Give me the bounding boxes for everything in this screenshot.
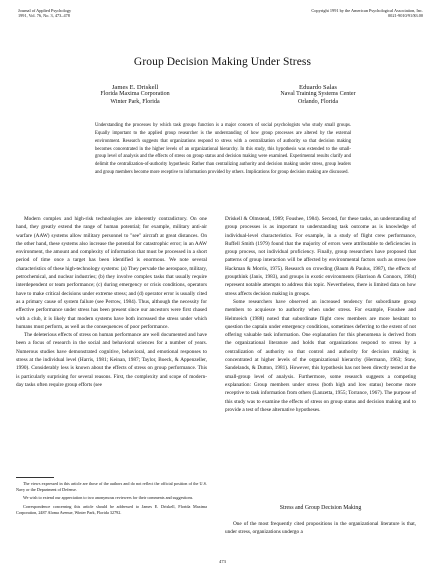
section-heading: Stress and Group Decision Making (279, 505, 362, 511)
abstract: Understanding the processes by which task groups function is a major concern of social psychologists who study small groups. Equally important to the applied group researcher is the understanding of how group processes are altered by the external environment. Research suggests that organizations respond to stress with a centralization of authority so that decision making becomes concentrated in the higher levels of an organizational hierarchy. In this study, this hypothesis was extended to the small-group level of analysis and the effects of stress on group status and decision making were examined. Experimental results clarify and delimit the centralization-of-authority hypothesis: Rather than centralizing authority and decision making under stress, group leaders and group members become more receptive to information provided by others. Implications for group decision making are discussed. (95, 123, 351, 176)
copyright-line: Copyright 1991 by the American Psychological Association, Inc. (311, 8, 423, 13)
journal-name: Journal of Applied Psychology (18, 8, 72, 13)
copyright-notice (311, 8, 423, 19)
author-block-1 (70, 84, 200, 106)
paragraph: One of the most frequently cited propositions in the organizational literature is that, under stress, organizations undergo a (225, 521, 416, 536)
author-name: James E. Driskell (111, 84, 159, 91)
author-location: Winter Park, Florida (110, 98, 160, 105)
paragraph: Some researchers have observed an increased tendency for subordinate group members to acquiesce to authority when under stress. For example, Foushee and Helmreich (1988) noted that subordinate flight crew members are more hesitant to question the captain under emergency conditions, sometimes deferring to the extent of not offering valuable task information. One explanation for this phenomena is derived from the organizational literature and holds that organizations respond to stress by a centralization of authority so that control and authority for decision making is concentrated at higher levels of the organizational hierarchy (Hermann, 1963; Staw, Sandelands, & Dutton, 1981). However, this hypothesis has not been directly tested at the small-group level of analysis. Furthermore, some research suggests a competing explanation: Group members under stress (both high and low status) become more receptive to task information from others (Lanzetta, 1955; Torrance, 1967). The purpose of this study was to examine the effects of stress on group status and decision making and to provide a test of these alternative hypotheses. (225, 298, 416, 413)
footnote: Correspondence concerning this article should be addressed to James E. Driskell, Florida Maxima Corporation, 2487 Aloma Avenue, Winter Park, Florida 32792. (16, 503, 207, 515)
author-affiliation: Florida Maxima Corporation (100, 91, 170, 98)
author-location: Orlando, Florida (298, 98, 338, 105)
footnotes (16, 481, 207, 518)
paragraph: Modern complex and high-risk technologies are inherently contradictory. On one hand, they greatly extend the range of human potential; for example, military anti-air warfare (AAW) systems allow military personnel to "see" aircraft at great distances. On the other hand, these systems also increase the potential for catastrophic error; in an AAW environment, the amount and complexity of information that must be processed in a short period of time once a target has been identified is enormous. We note several characteristics of these high-technology systems: (a) They pervade the aerospace, military, petrochemical, and nuclear industries; (b) they involve complex tasks that usually require interdependent or team performance; (c) during emergency or crisis conditions, operators have to make critical decisions under extreme stress; and (d) operator error is usually cited as a primary cause of system failure (see Perrow, 1984). Thus, although the necessity for effective performance under stress has been present since our ancestors were first chased with a club, it is likely that modern systems have both increased the stress under which humans must perform, as well as the consequences of poor performance. (16, 216, 207, 330)
author-name: Eduardo Salas (299, 84, 337, 91)
paragraph: Driskell & Olmstead, 1989; Foushee, 1984). Second, for these tasks, an understanding of group processes is as important to understanding task outcome as is knowledge of individual-level characteristics. For example, in a study of flight crew performance, Ruffell Smith (1979) found that the majority of errors were attributable to deficiencies in group process, not individual proficiency. Finally, group researchers have proposed that patterns of group interaction will be affected by environmental factors such as stress (see Hackman & Morris, 1975). Research on crowding (Baum & Paulus, 1987), the effects of groupthink (Janis, 1983), and groups in exotic environments (Harrison & Connors, 1984) represent notable attempts to address this topic. Nevertheless, there is limited data on how stress affects decision making in groups. (225, 216, 416, 297)
journal-volume: 1991, Vol. 76, No. 3, 473–478 (18, 13, 70, 19)
footnote: The views expressed in this article are those of the authors and do not reflect the official position of the U.S. Navy or the Department of Defense. (16, 481, 207, 493)
journal-citation (18, 8, 71, 19)
article-title: Group Decision Making Under Stress (133, 56, 312, 68)
left-column (16, 215, 207, 389)
right-column (225, 215, 416, 414)
footnote: We wish to extend our appreciation to two anonymous reviewers for their comments and suggestions. (23, 495, 194, 501)
paragraph: The deleterious effects of stress on human performance are well documented and have been a focus of research in the social and behavioral sciences for a number of years. Numerous studies have demonstrated cognitive, behavioral, and emotional responses to stress at the individual level (Harris, 1981; Keinan, 1987; Taylor, Boeck, & Appenzeller, 1990). Considerably less is known about the effects of stress on group performance. This is particularly surprising for several reasons. First, the complexity and scope of modern-day tasks often require group efforts (see (16, 332, 207, 388)
footnote-divider (16, 477, 54, 478)
price-code: 0021-9010/91/$3.00 (388, 13, 423, 19)
page-number: 473 (219, 559, 226, 564)
section-body (225, 520, 416, 537)
author-block-2 (243, 84, 393, 106)
author-affiliation: Naval Training Systems Center (280, 91, 356, 98)
